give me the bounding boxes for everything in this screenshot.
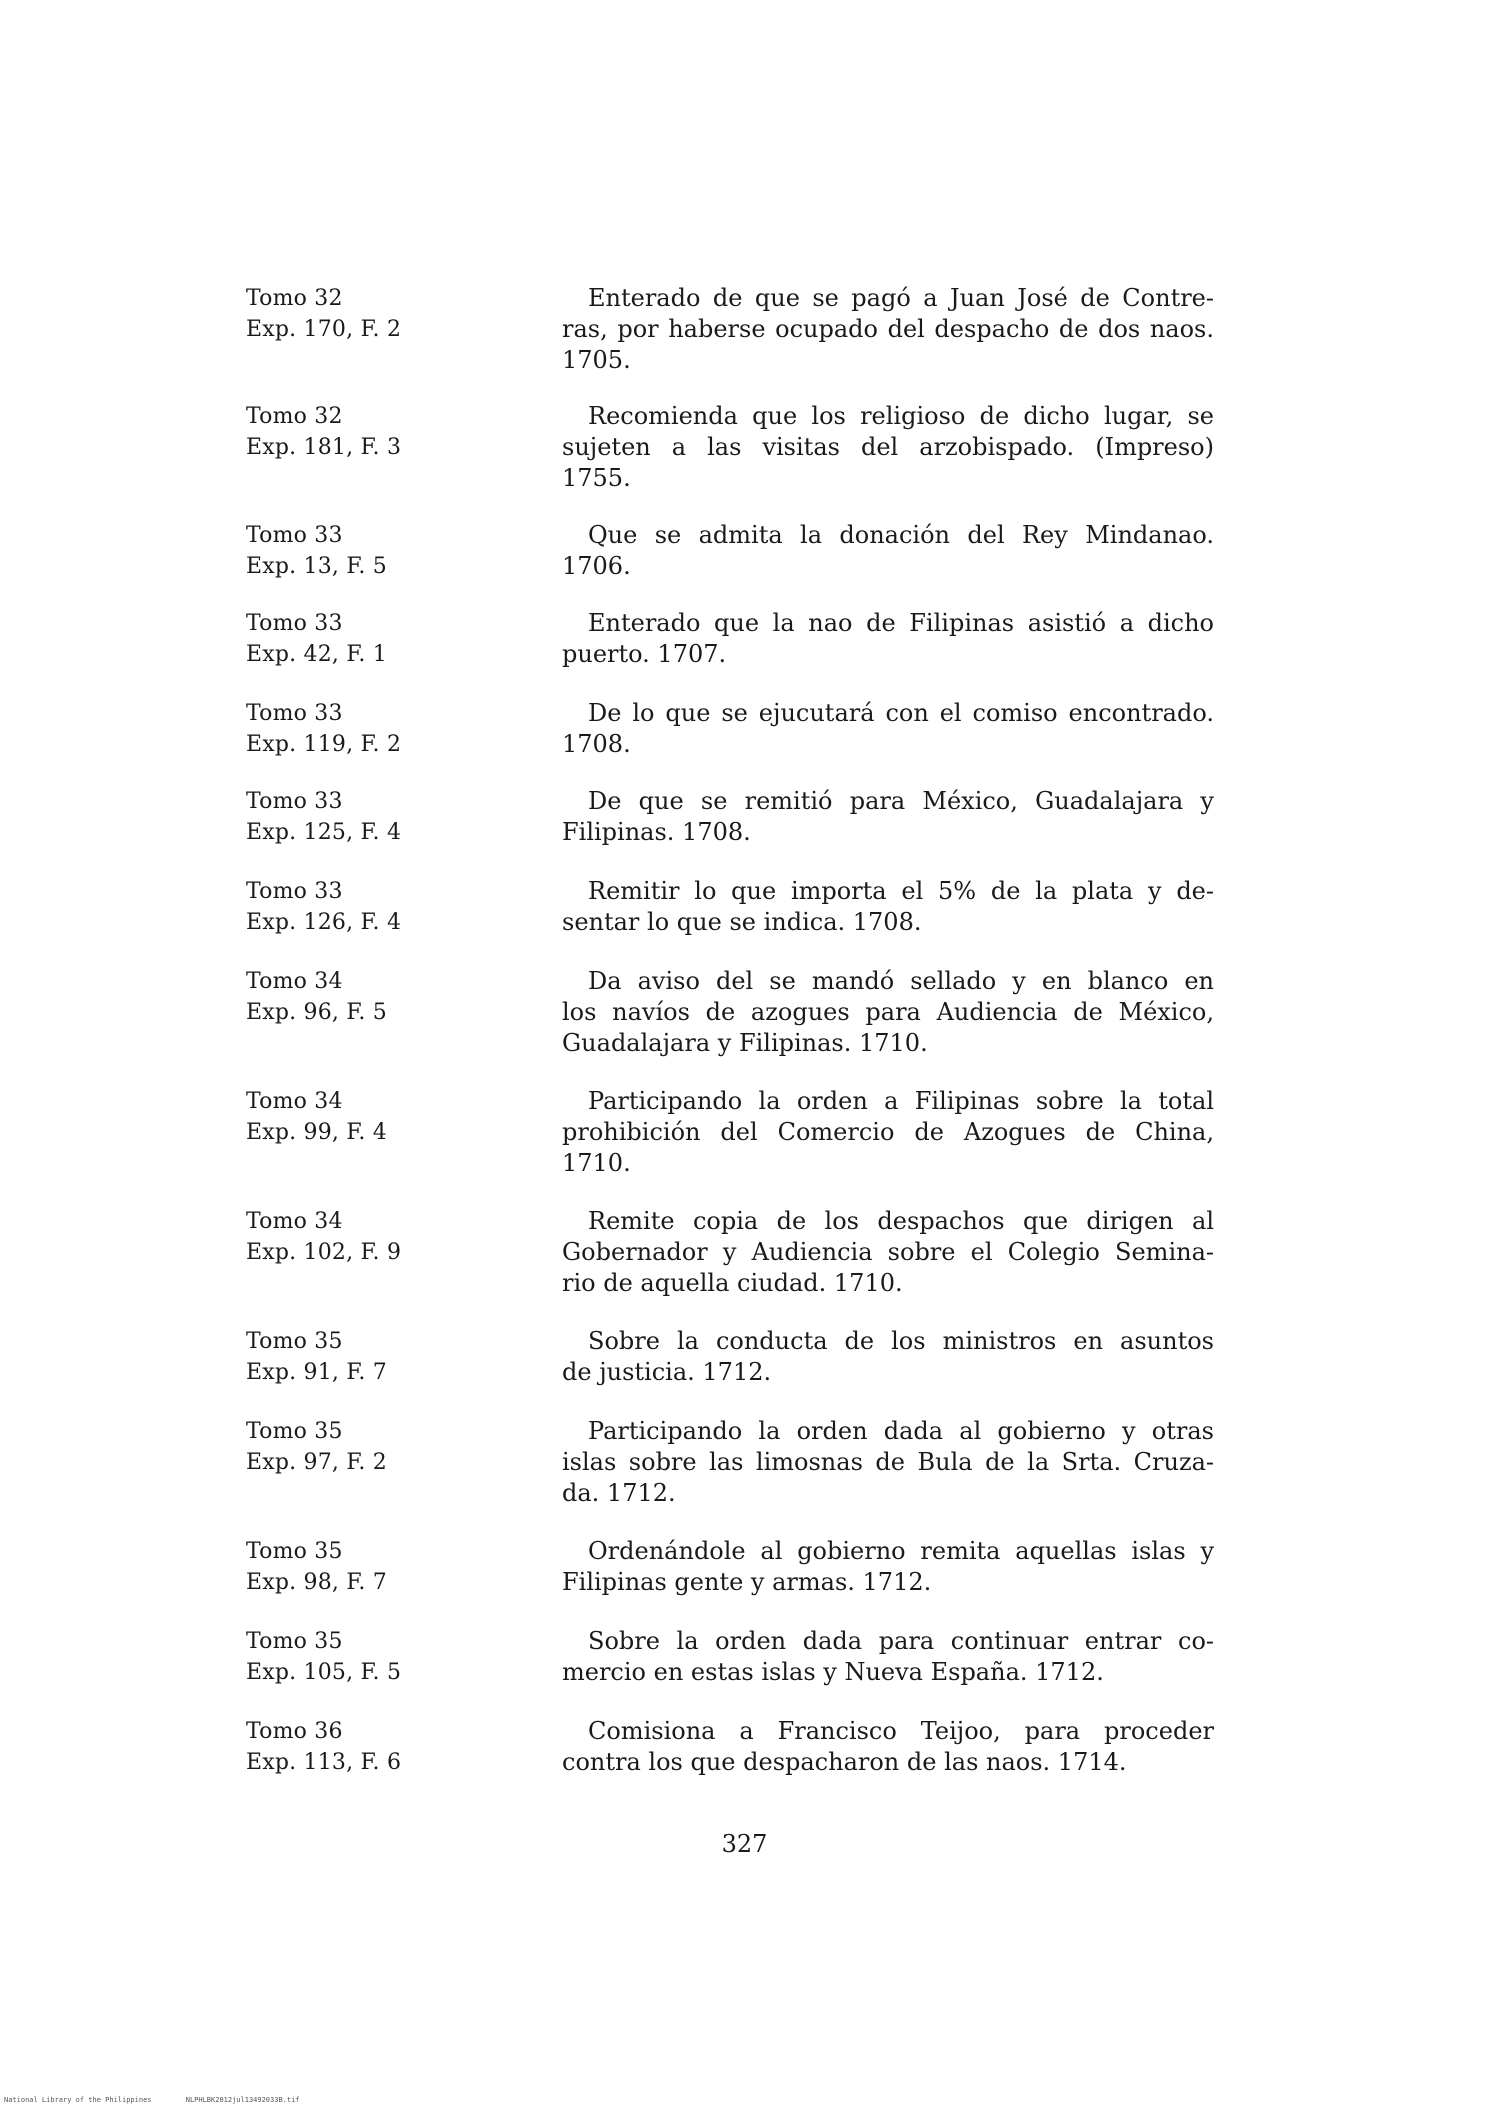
footer-source: National Library of the Philippines	[4, 2096, 152, 2104]
expediente-label: Exp. 113, F. 6	[246, 1750, 402, 1775]
tomo-label: Tomo 33	[246, 879, 343, 904]
expediente-label: Exp. 98, F. 7	[246, 1570, 387, 1595]
description-line: Remite copia de los despachos que dirigen al	[588, 1207, 1214, 1235]
tomo-label: Tomo 33	[246, 611, 343, 636]
entry-description	[562, 1716, 1214, 1778]
description-line: Da aviso del se mandó sellado y en blanco en	[588, 967, 1214, 995]
expediente-label: Exp. 105, F. 5	[246, 1660, 402, 1685]
description-line: contra los que despacharon de las naos. 1714.	[562, 1748, 1127, 1776]
description-line: de justicia. 1712.	[562, 1358, 772, 1386]
expediente-label: Exp. 170, F. 2	[246, 317, 402, 342]
expediente-label: Exp. 13, F. 5	[246, 554, 387, 579]
tomo-label: Tomo 34	[246, 1089, 343, 1114]
description-line: Participando la orden dada al gobierno y otras	[588, 1417, 1214, 1445]
description-line: Enterado de que se pagó a Juan José de Contre-	[588, 284, 1214, 312]
entry-reference	[246, 283, 466, 345]
description-line: Que se admita la donación del Rey Mindanao.	[588, 521, 1214, 549]
entry-description	[562, 1626, 1214, 1688]
entry-description	[562, 1536, 1214, 1598]
entry-reference	[246, 608, 466, 670]
entry-reference	[246, 1536, 466, 1598]
entry-description	[562, 608, 1214, 670]
entry-reference	[246, 520, 466, 582]
description-line: Guadalajara y Filipinas. 1710.	[562, 1029, 928, 1057]
description-line: Filipinas. 1708.	[562, 818, 751, 846]
tomo-label: Tomo 35	[246, 1419, 343, 1444]
description-line: sujeten a las visitas del arzobispado. (Impreso)	[562, 433, 1214, 461]
tomo-label: Tomo 34	[246, 1209, 343, 1234]
scan-footer	[4, 2096, 330, 2104]
expediente-label: Exp. 181, F. 3	[246, 435, 402, 460]
entry-reference	[246, 1086, 466, 1148]
entry-reference	[246, 1626, 466, 1688]
entry-description	[562, 698, 1214, 760]
description-line: puerto. 1707.	[562, 640, 727, 668]
tomo-label: Tomo 35	[246, 1329, 343, 1354]
tomo-label: Tomo 36	[246, 1719, 343, 1744]
description-line: Ordenándole al gobierno remita aquellas islas y	[588, 1537, 1214, 1565]
page-number: 327	[721, 1830, 768, 1858]
entry-description	[562, 786, 1214, 848]
entry-reference	[246, 401, 466, 463]
entry-reference	[246, 1716, 466, 1778]
entry-reference	[246, 1206, 466, 1268]
footer-filename: NLPHLBK2012jul13492033B.tif	[185, 2096, 300, 2104]
description-line: prohibición del Comercio de Azogues de China,	[562, 1118, 1214, 1146]
entry-description	[562, 966, 1214, 1059]
tomo-label: Tomo 32	[246, 286, 343, 311]
entry-description	[562, 1086, 1214, 1179]
description-line: De que se remitió para México, Guadalajara y	[588, 787, 1214, 815]
expediente-label: Exp. 42, F. 1	[246, 642, 387, 667]
entry-description	[562, 520, 1214, 582]
description-line: Sobre la orden dada para continuar entrar co-	[588, 1627, 1214, 1655]
expediente-label: Exp. 126, F. 4	[246, 910, 402, 935]
entry-reference	[246, 966, 466, 1028]
entry-reference	[246, 1416, 466, 1478]
entry-description	[562, 1326, 1214, 1388]
tomo-label: Tomo 35	[246, 1629, 343, 1654]
expediente-label: Exp. 99, F. 4	[246, 1120, 387, 1145]
entry-description	[562, 283, 1214, 376]
description-line: 1705.	[562, 346, 631, 374]
description-line: da. 1712.	[562, 1479, 676, 1507]
description-line: De lo que se ejucutará con el comiso encontrado.	[588, 699, 1214, 727]
description-line: Enterado que la nao de Filipinas asistió a dicho	[588, 609, 1214, 637]
description-line: 1710.	[562, 1149, 631, 1177]
description-line: Remitir lo que importa el 5% de la plata y de-	[588, 877, 1214, 905]
expediente-label: Exp. 125, F. 4	[246, 820, 402, 845]
description-line: Participando la orden a Filipinas sobre la total	[588, 1087, 1214, 1115]
description-line: 1708.	[562, 730, 631, 758]
description-line: Comisiona a Francisco Teijoo, para proceder	[588, 1717, 1214, 1745]
expediente-label: Exp. 91, F. 7	[246, 1360, 387, 1385]
description-line: ras, por haberse ocupado del despacho de dos naos.	[562, 315, 1214, 343]
expediente-label: Exp. 96, F. 5	[246, 1000, 387, 1025]
tomo-label: Tomo 32	[246, 404, 343, 429]
description-line: islas sobre las limosnas de Bula de la Srta. Cruza-	[562, 1448, 1214, 1476]
description-line: Gobernador y Audiencia sobre el Colegio Semina-	[562, 1238, 1214, 1266]
description-line: mercio en estas islas y Nueva España. 1712.	[562, 1658, 1104, 1686]
description-line: sentar lo que se indica. 1708.	[562, 908, 922, 936]
description-line: 1706.	[562, 552, 631, 580]
tomo-label: Tomo 33	[246, 701, 343, 726]
expediente-label: Exp. 102, F. 9	[246, 1240, 402, 1265]
description-line: rio de aquella ciudad. 1710.	[562, 1269, 903, 1297]
entry-reference	[246, 786, 466, 848]
description-line: Sobre la conducta de los ministros en asuntos	[588, 1327, 1214, 1355]
entry-description	[562, 1206, 1214, 1299]
entry-reference	[246, 1326, 466, 1388]
entry-description	[562, 401, 1214, 494]
description-line: 1755.	[562, 464, 631, 492]
entry-reference	[246, 876, 466, 938]
entry-reference	[246, 698, 466, 760]
description-line: Recomienda que los religioso de dicho lugar, se	[588, 402, 1214, 430]
entry-description	[562, 1416, 1214, 1509]
tomo-label: Tomo 34	[246, 969, 343, 994]
expediente-label: Exp. 97, F. 2	[246, 1450, 387, 1475]
expediente-label: Exp. 119, F. 2	[246, 732, 402, 757]
tomo-label: Tomo 33	[246, 789, 343, 814]
description-line: Filipinas gente y armas. 1712.	[562, 1568, 932, 1596]
entry-description	[562, 876, 1214, 938]
tomo-label: Tomo 33	[246, 523, 343, 548]
description-line: los navíos de azogues para Audiencia de México,	[562, 998, 1214, 1026]
tomo-label: Tomo 35	[246, 1539, 343, 1564]
